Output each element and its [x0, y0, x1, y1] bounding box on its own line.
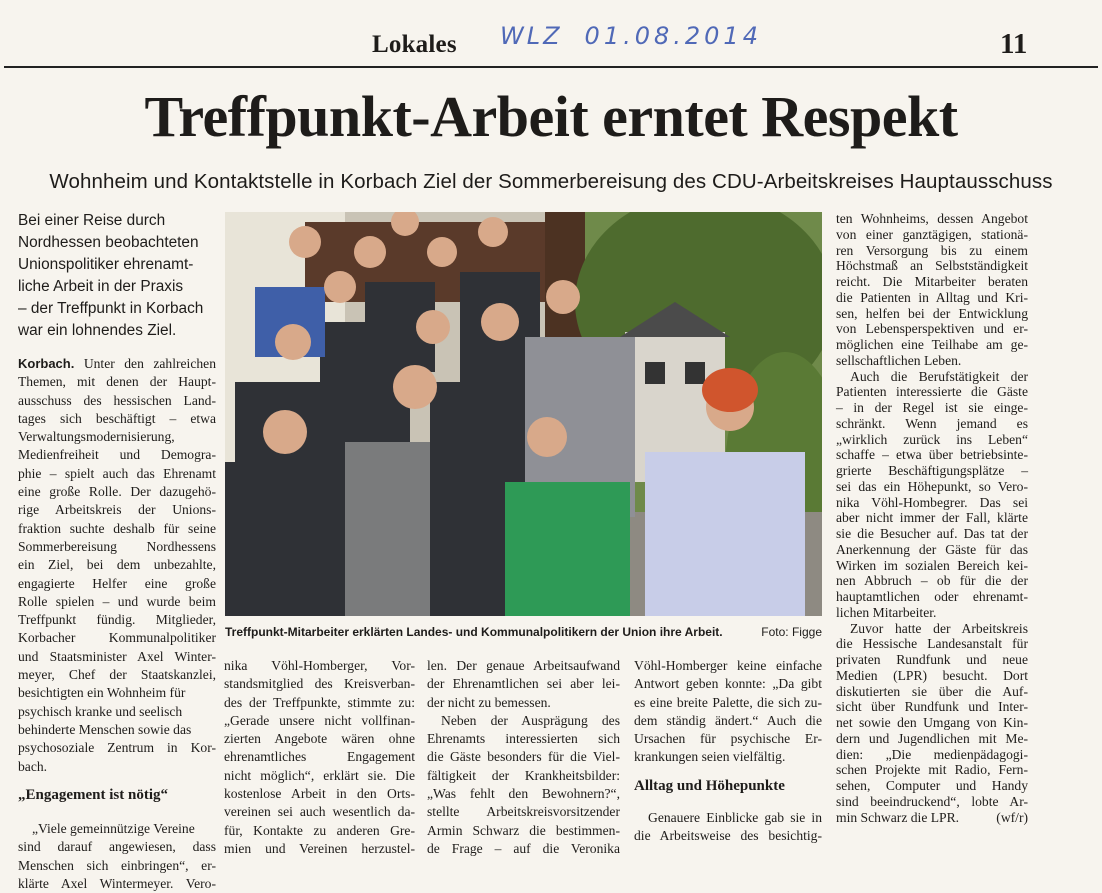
text-line: dem ständig ändert.“ Auch die — [634, 712, 822, 728]
text-line: die Patienten in Alltag und Kri- — [836, 289, 1028, 305]
text-line: sind darauf angewiesen, dass — [18, 839, 216, 855]
text-line: mien und Vereinen herzustel- — [224, 840, 415, 856]
lead-line: war ein lohnendes Ziel. — [18, 322, 177, 340]
text-line: fältigkeit der Krankheitsbilder: — [427, 767, 620, 783]
text-line: standsmitglied des Kreisverban- — [224, 676, 415, 692]
text-line: Armin Schwarz die bestimmen- — [427, 822, 620, 838]
text-line: sen, helfen bei der Entwicklung — [836, 305, 1028, 321]
group-photo-illustration — [225, 212, 822, 616]
text-line: Vöhl-Homberger keine einfache — [634, 658, 822, 673]
header-rule — [4, 66, 1098, 68]
text-line: dien: „Die medienpädagogi- — [836, 746, 1028, 762]
text-line: ren Versorgung bis zu einem — [836, 242, 1028, 258]
column-subhead: Alltag und Höhepunkte — [634, 777, 785, 794]
text-line: eine große Rolle. Der dazugehö- — [18, 484, 216, 500]
text-line: sei das ein Höhepunkt, so Vero- — [836, 478, 1028, 494]
text-line: Korbacher Kommunalpolitiker — [18, 630, 216, 646]
text-line: es eine breite Palette, die sich zu- — [634, 694, 822, 710]
text-line: nika Vöhl-Hombegrer. Das sei — [836, 494, 1028, 510]
text-line: lichen Mitarbeiter. — [836, 604, 937, 620]
column-3 — [427, 657, 620, 858]
text-line: Ursachen für psychische Er- — [634, 731, 822, 747]
column-4 — [634, 657, 822, 846]
text-line: Sommerbereisung Nordhessens — [18, 538, 216, 554]
text-line: Themen, mit denen der Haupt- — [18, 374, 216, 390]
column-2 — [224, 657, 415, 858]
text-line: die Gäste besonders für die Viel- — [427, 749, 620, 765]
text-line: Anerkennung der Gäste für das — [836, 541, 1028, 557]
text-line: phie – spielt auch das Ehrenamt — [18, 465, 216, 481]
text-line: psychisch kranke und seelisch — [18, 703, 183, 719]
text-line: sellschaftlichen Leben. — [836, 352, 962, 368]
text-line: nen Abbruch – ob für die der — [836, 573, 1028, 589]
text-line: diskutierten sie über die Auf- — [836, 683, 1028, 699]
text-line: die Arbeitsweise des besichtig- — [634, 828, 822, 844]
text-line: psychosoziale Zentrum in Kor- — [18, 740, 216, 756]
section-title: Lokales — [372, 31, 457, 58]
text-line: grierte Beschäftigungsplätze – — [836, 463, 1028, 478]
text-line: Medienfreiheit und Demogra- — [18, 447, 216, 463]
text-line: Auch die Berufstätigkeit der — [850, 368, 1028, 384]
text-line: für, Kontakte zu anderen Gre- — [224, 822, 415, 838]
text-line: behinderte Menschen sowie das — [18, 721, 192, 737]
text-line: von Lebensperspektiven und er- — [836, 321, 1028, 337]
text-line: rige Arbeitskreis der Unions- — [18, 502, 216, 518]
text-line: sind beeindruckend“, lobte Ar- — [836, 793, 1028, 809]
handwritten-source: WLZ — [500, 22, 563, 50]
text-line: des der Treffpunkte, stimmte zu: — [224, 694, 415, 710]
lead-paragraph — [18, 210, 214, 343]
text-line: hauptamtlichen oder ehrenamt- — [836, 589, 1028, 604]
text-line: engagierte Helfer eine große — [18, 575, 216, 591]
text-line: reicht. Die Mitarbeiter beraten — [836, 274, 1028, 289]
text-line: möglichen eine Teilhabe am ge- — [836, 337, 1028, 352]
text-line: schränkt. Wenn jemand es — [836, 415, 1028, 431]
text-line: und Staatsminister Axel Winter- — [18, 648, 216, 664]
text-line: ein Ziel, bei dem unbezahlte, — [18, 557, 216, 573]
text-line: dern und Jugendlichen mit Me- — [836, 730, 1028, 746]
text-line: kostenlose Arbeit in den Orts- — [224, 786, 415, 802]
text-line: klärte Axel Wintermeyer. Vero- — [18, 876, 216, 892]
lead-line: Unionspolitiker ehrenamt- — [18, 256, 194, 274]
lead-line: liche Arbeit in der Praxis — [18, 278, 184, 296]
text-line: Patienten interessierte die Gäste — [836, 384, 1028, 400]
text-line: nika Vöhl-Homberger, Vor- — [224, 658, 415, 673]
text-line: Treffpunkt fündig. Mitglieder, — [18, 612, 216, 628]
text-line: Höchstmaß an Selbstständigkeit — [836, 258, 1028, 274]
text-line: sie die Besucher auf. Das tat der — [836, 526, 1028, 541]
text-line: – in der Regel ist sie einge- — [836, 400, 1028, 415]
dateline: Korbach. — [18, 356, 75, 371]
text-line: tages sich beschäftigt – etwa — [18, 410, 216, 426]
text-line: min Schwarz die LPR. — [836, 809, 960, 825]
text-line: schaffe – etwa über betriebsinte- — [836, 447, 1028, 463]
text-line: Neben der Ausprägung des — [441, 712, 620, 728]
text-line: zierten Angebote wären ohne — [224, 731, 415, 747]
column-subhead: „Engagement ist nötig“ — [18, 786, 168, 803]
text-line: nicht möglich“, erklärt sie. Die — [224, 767, 415, 783]
lead-line: Bei einer Reise durch — [18, 212, 166, 229]
text-line: privaten Rundfunk und neue — [836, 652, 1028, 667]
photo-caption: Treffpunkt-Mitarbeiter erklärten Landes- und Kommunalpolitikern der Union ihre Arbeit. — [225, 625, 723, 639]
subheadline: Wohnheim und Kontaktstelle in Korbach Ziel der Sommerbereisung des CDU-Arbeitskreises Hauptausschuss — [49, 170, 1053, 193]
text-line: Antwort geben konnte: „Da gibt — [634, 676, 822, 692]
handwritten-date: 01.08.2014 — [584, 22, 762, 50]
text-line: ausschuss des hessischen Land- — [18, 392, 216, 408]
headline: Treffpunkt-Arbeit erntet Respekt — [144, 84, 958, 149]
text-line: schen Projekte mit Radio, Fern- — [836, 762, 1028, 778]
text-line: meyer, Chef der Staatskanzlei, — [18, 667, 216, 683]
photo-caption-row — [225, 625, 822, 639]
page-header — [0, 0, 1102, 68]
text-line: Ehrenamts interessierten sich — [427, 731, 620, 747]
text-line: Medien (LPR) besucht. Dort — [836, 667, 1028, 683]
text-line: der nicht zu bemessen. — [427, 694, 551, 710]
column-5 — [836, 211, 1028, 825]
text-line: krankungen seien vielfältig. — [634, 749, 786, 765]
text-line: die Hessische Landesanstalt für — [836, 636, 1028, 652]
text-line: Zuvor hatte der Arbeitskreis — [850, 620, 1028, 636]
text-line: Verwaltungsmodernisierung, — [18, 429, 175, 445]
text-line: aber nicht immer der Fall, klärte — [836, 510, 1028, 526]
text-line: Unter den zahlreichen — [74, 356, 216, 371]
text-line: sicht über Rundfunk und Inter- — [836, 699, 1028, 715]
text-line: fraktion suchte deshalb für seine — [18, 520, 216, 536]
text-line: von einer ganztägigen, stationä- — [836, 226, 1028, 242]
lead-line: Nordhessen beobachteten — [18, 234, 199, 252]
text-line: „Viele gemeinnützige Vereine — [32, 821, 195, 837]
text-line: Rolle spielen – und wurde beim — [18, 593, 216, 609]
lead-line: – der Treffpunkt in Korbach — [18, 300, 204, 318]
text-line: ten Wohnheims, dessen Angebot — [836, 211, 1028, 226]
page-number: 11 — [1000, 28, 1028, 60]
text-line: „wirklich zurück ins Leben“ — [836, 431, 1028, 447]
text-line: der Ehrenamtlichen sei aber lei- — [427, 676, 620, 692]
author-initials: (wf/r) — [996, 809, 1028, 825]
text-line: net sowie den Umgang von Kin- — [836, 715, 1028, 730]
column-1 — [18, 355, 216, 893]
text-line: Wirken im sozialen Bereich kei- — [836, 557, 1028, 573]
text-line: „Was fehlt den Bewohnern?“, — [427, 786, 620, 802]
text-line: vereinen sei auch wesentlich da- — [224, 804, 415, 820]
text-line: Genauere Einblicke gab sie in — [648, 810, 822, 826]
photo-credit: Foto: Figge — [761, 625, 822, 639]
text-line: len. Der genaue Arbeitsaufwand — [427, 658, 620, 673]
handwritten-annotation — [500, 22, 762, 50]
text-line: sehen, Computer und Handy — [836, 778, 1028, 793]
text-line: de Frage – auf die Veronika — [427, 840, 620, 856]
text-line: „Gerade unsere nicht vollfinan- — [224, 712, 415, 728]
text-line: bach. — [18, 758, 48, 774]
text-line: stellte Arbeitskreisvorsitzender — [427, 804, 620, 820]
text-line: ehrenamtliches Engagement — [224, 749, 415, 765]
text-line: besichtigten ein Wohnheim für — [18, 685, 186, 701]
group-photo — [225, 212, 822, 616]
text-line: Menschen sich einbringen“, er- — [18, 857, 216, 873]
